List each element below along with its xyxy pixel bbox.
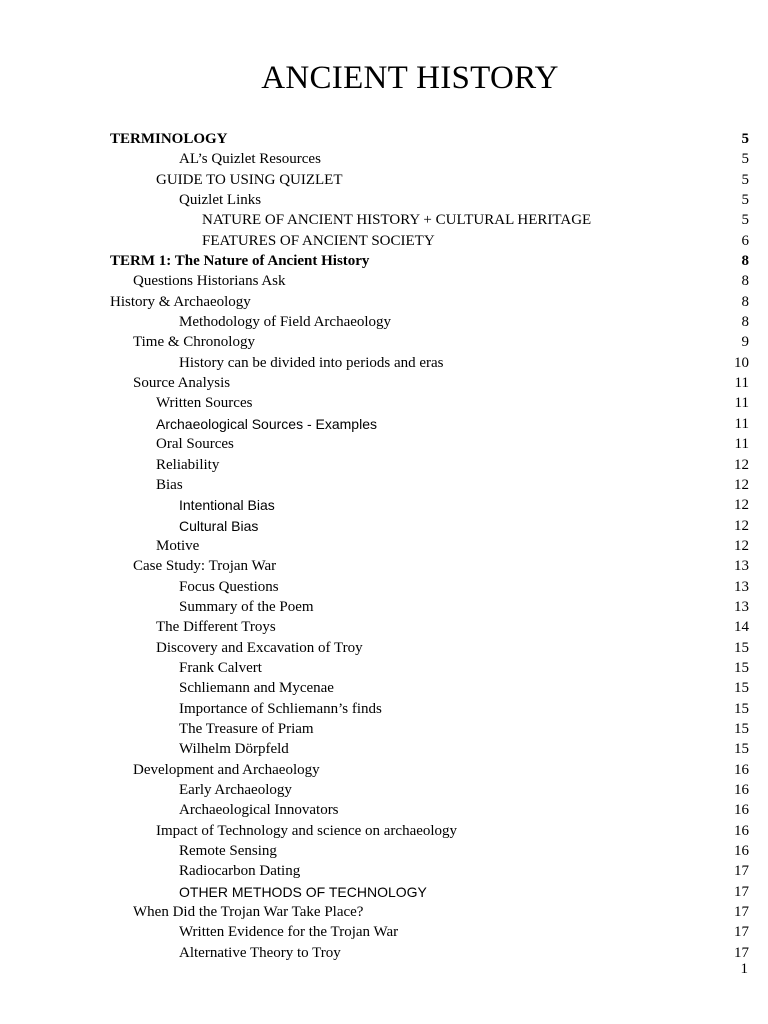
toc-entry-label: GUIDE TO USING QUIZLET [156,171,343,188]
toc-entry-label: Development and Archaeology [133,761,320,778]
toc-entry-label: AL’s Quizlet Resources [179,151,321,168]
toc-entry-page: 5 [741,192,749,209]
toc-entry-page: 11 [734,436,749,453]
toc-entry[interactable] [110,414,749,434]
toc-entry[interactable] [110,393,749,413]
toc-entry[interactable] [110,760,749,780]
toc-entry-label: Focus Questions [179,578,279,595]
toc-entry[interactable] [110,495,749,515]
toc-entry-label: Case Study: Trojan War [133,558,277,575]
toc-entry[interactable] [110,658,749,678]
toc-entry-label: The Different Troys [156,619,276,636]
toc-entry[interactable] [110,271,749,291]
toc-entry-page: 12 [734,537,749,554]
toc-entry-page: 17 [734,883,749,900]
toc-entry-label: Impact of Technology and science on archaeology [156,822,458,839]
toc-entry-page: 17 [734,944,749,961]
toc-entry-page: 14 [734,619,749,636]
toc-entry-label: Motive [156,537,200,554]
toc-entry[interactable] [110,841,749,861]
toc-entry-page: 17 [734,863,749,880]
toc-entry-label: Schliemann and Mycenae [179,680,334,697]
page-number: 1 [740,961,748,977]
toc-entry-label: TERMINOLOGY [110,131,228,147]
toc-entry-label: Cultural Bias [179,517,259,534]
toc-entry-label: When Did the Trojan War Take Place? [133,904,364,921]
toc-entry-page: 17 [734,924,749,941]
toc-entry[interactable] [110,292,749,312]
toc-entry-label: Time & Chronology [133,334,255,351]
toc-entry-page: 15 [734,741,749,758]
toc-entry-page: 9 [741,334,749,351]
toc-entry-label: Archaeological Innovators [179,802,339,819]
toc-entry-page: 13 [734,558,749,575]
page-title: ANCIENT HISTORY [261,60,559,96]
toc-entry[interactable] [110,577,749,597]
toc-entry[interactable] [110,597,749,617]
toc-entry-page: 5 [741,151,749,168]
toc-entry-page: 12 [734,476,749,493]
toc-entry-page: 11 [734,415,749,432]
toc-entry[interactable] [110,373,749,393]
toc-entry-label: Written Evidence for the Trojan War [179,924,399,941]
toc-entry[interactable] [110,800,749,820]
toc-entry-page: 8 [741,253,749,270]
toc-entry[interactable] [110,455,749,475]
toc-entry-page: 15 [734,659,749,676]
toc-entry[interactable] [110,170,749,190]
toc-entry[interactable] [110,719,749,739]
toc-entry-label: Radiocarbon Dating [179,863,301,880]
toc-entry-label: Discovery and Excavation of Troy [156,639,363,656]
toc-entry-page: 12 [734,456,749,473]
toc-entry-page: 16 [734,761,749,778]
toc-entry[interactable] [110,739,749,759]
toc-entry-label: TERM 1: The Nature of Ancient History [110,253,370,270]
toc-entry-label: Importance of Schliemann’s finds [179,700,382,717]
toc-entry-label: Archaeological Sources - Examples [156,415,377,432]
toc-entry[interactable] [110,882,749,902]
toc-entry-page: 10 [734,354,749,371]
toc-entry-page: 13 [734,598,749,615]
toc-entry-page: 12 [734,497,749,514]
toc-entry-label: Frank Calvert [179,659,262,676]
toc-entry[interactable] [110,149,749,169]
toc-entry-page: 15 [734,700,749,717]
toc-entry-label: Wilhelm Dörpfeld [179,741,289,758]
toc-entry-label: Intentional Bias [179,497,275,514]
toc-entry[interactable] [110,231,749,251]
toc-entry-page: 15 [734,680,749,697]
toc-entry-page: 16 [734,802,749,819]
toc-entry-page: 11 [734,375,749,392]
toc-entry[interactable] [110,902,749,922]
toc-entry-label: NATURE OF ANCIENT HISTORY + CULTURAL HERITAGE [202,212,592,229]
toc-entry[interactable] [110,556,749,576]
toc-entry[interactable] [110,190,749,210]
toc-entry[interactable] [110,617,749,637]
toc-entry-page: 15 [734,720,749,737]
toc-entry[interactable] [110,516,749,536]
toc-entry-label: FEATURES OF ANCIENT SOCIETY [202,232,435,249]
toc-entry-page: 13 [734,578,749,595]
toc-entry-page: 16 [734,822,749,839]
toc-entry-page: 5 [741,171,749,188]
toc-entry-page: 16 [734,782,749,798]
toc-entry-page: 8 [741,273,749,290]
toc-entry-label: History can be divided into periods and eras [179,354,444,371]
toc-entry[interactable] [110,536,749,556]
toc-entry[interactable] [110,210,749,230]
toc-entry-label: Written Sources [156,395,253,412]
toc-entry[interactable] [110,861,749,881]
toc-entry-label: History & Archaeology [110,293,251,310]
toc-entry-page: 11 [734,395,749,412]
toc-entry-label: Reliability [156,456,220,473]
toc-entry[interactable] [110,943,749,963]
toc-entry-label: Early Archaeology [179,782,292,798]
toc-entry-label: Questions Historians Ask [133,273,286,290]
toc-entry-label: Quizlet Links [179,192,262,209]
toc-entry[interactable] [110,821,749,841]
toc-entry-page: 5 [741,212,749,229]
toc-entry[interactable] [110,922,749,942]
toc-entry[interactable] [110,475,749,495]
toc-entry[interactable] [110,780,749,800]
toc-entry-page: 8 [741,314,749,331]
toc-entry-label: Remote Sensing [179,843,277,860]
toc-entry-label: OTHER METHODS OF TECHNOLOGY [179,883,427,900]
toc-entry-page: 5 [741,131,749,147]
toc-entry[interactable] [110,353,749,373]
toc-entry-page: 17 [734,904,749,921]
toc-entry-page: 12 [734,517,749,534]
toc-entry-page: 6 [741,232,749,249]
toc-entry-label: Summary of the Poem [179,598,314,615]
toc-entry-page: 8 [741,293,749,310]
toc-entry-term-1[interactable] [110,251,749,271]
toc-entry-label: Oral Sources [156,436,234,453]
toc-entry-label: Alternative Theory to Troy [179,944,341,961]
toc-entry-page: 16 [734,843,749,860]
toc-entry[interactable] [110,699,749,719]
toc-entry-terminology[interactable] [110,129,749,149]
toc-entry-label: Methodology of Field Archaeology [179,314,392,331]
toc-entry[interactable] [110,638,749,658]
toc-entry-label: Bias [156,476,183,493]
toc-entry[interactable] [110,332,749,352]
toc-entry-page: 15 [734,639,749,656]
toc-entry-label: The Treasure of Priam [179,720,314,737]
toc-entry[interactable] [110,678,749,698]
toc-entry[interactable] [110,434,749,454]
toc-entry[interactable] [110,312,749,332]
table-of-contents [110,129,749,963]
toc-entry-label: Source Analysis [133,375,231,392]
